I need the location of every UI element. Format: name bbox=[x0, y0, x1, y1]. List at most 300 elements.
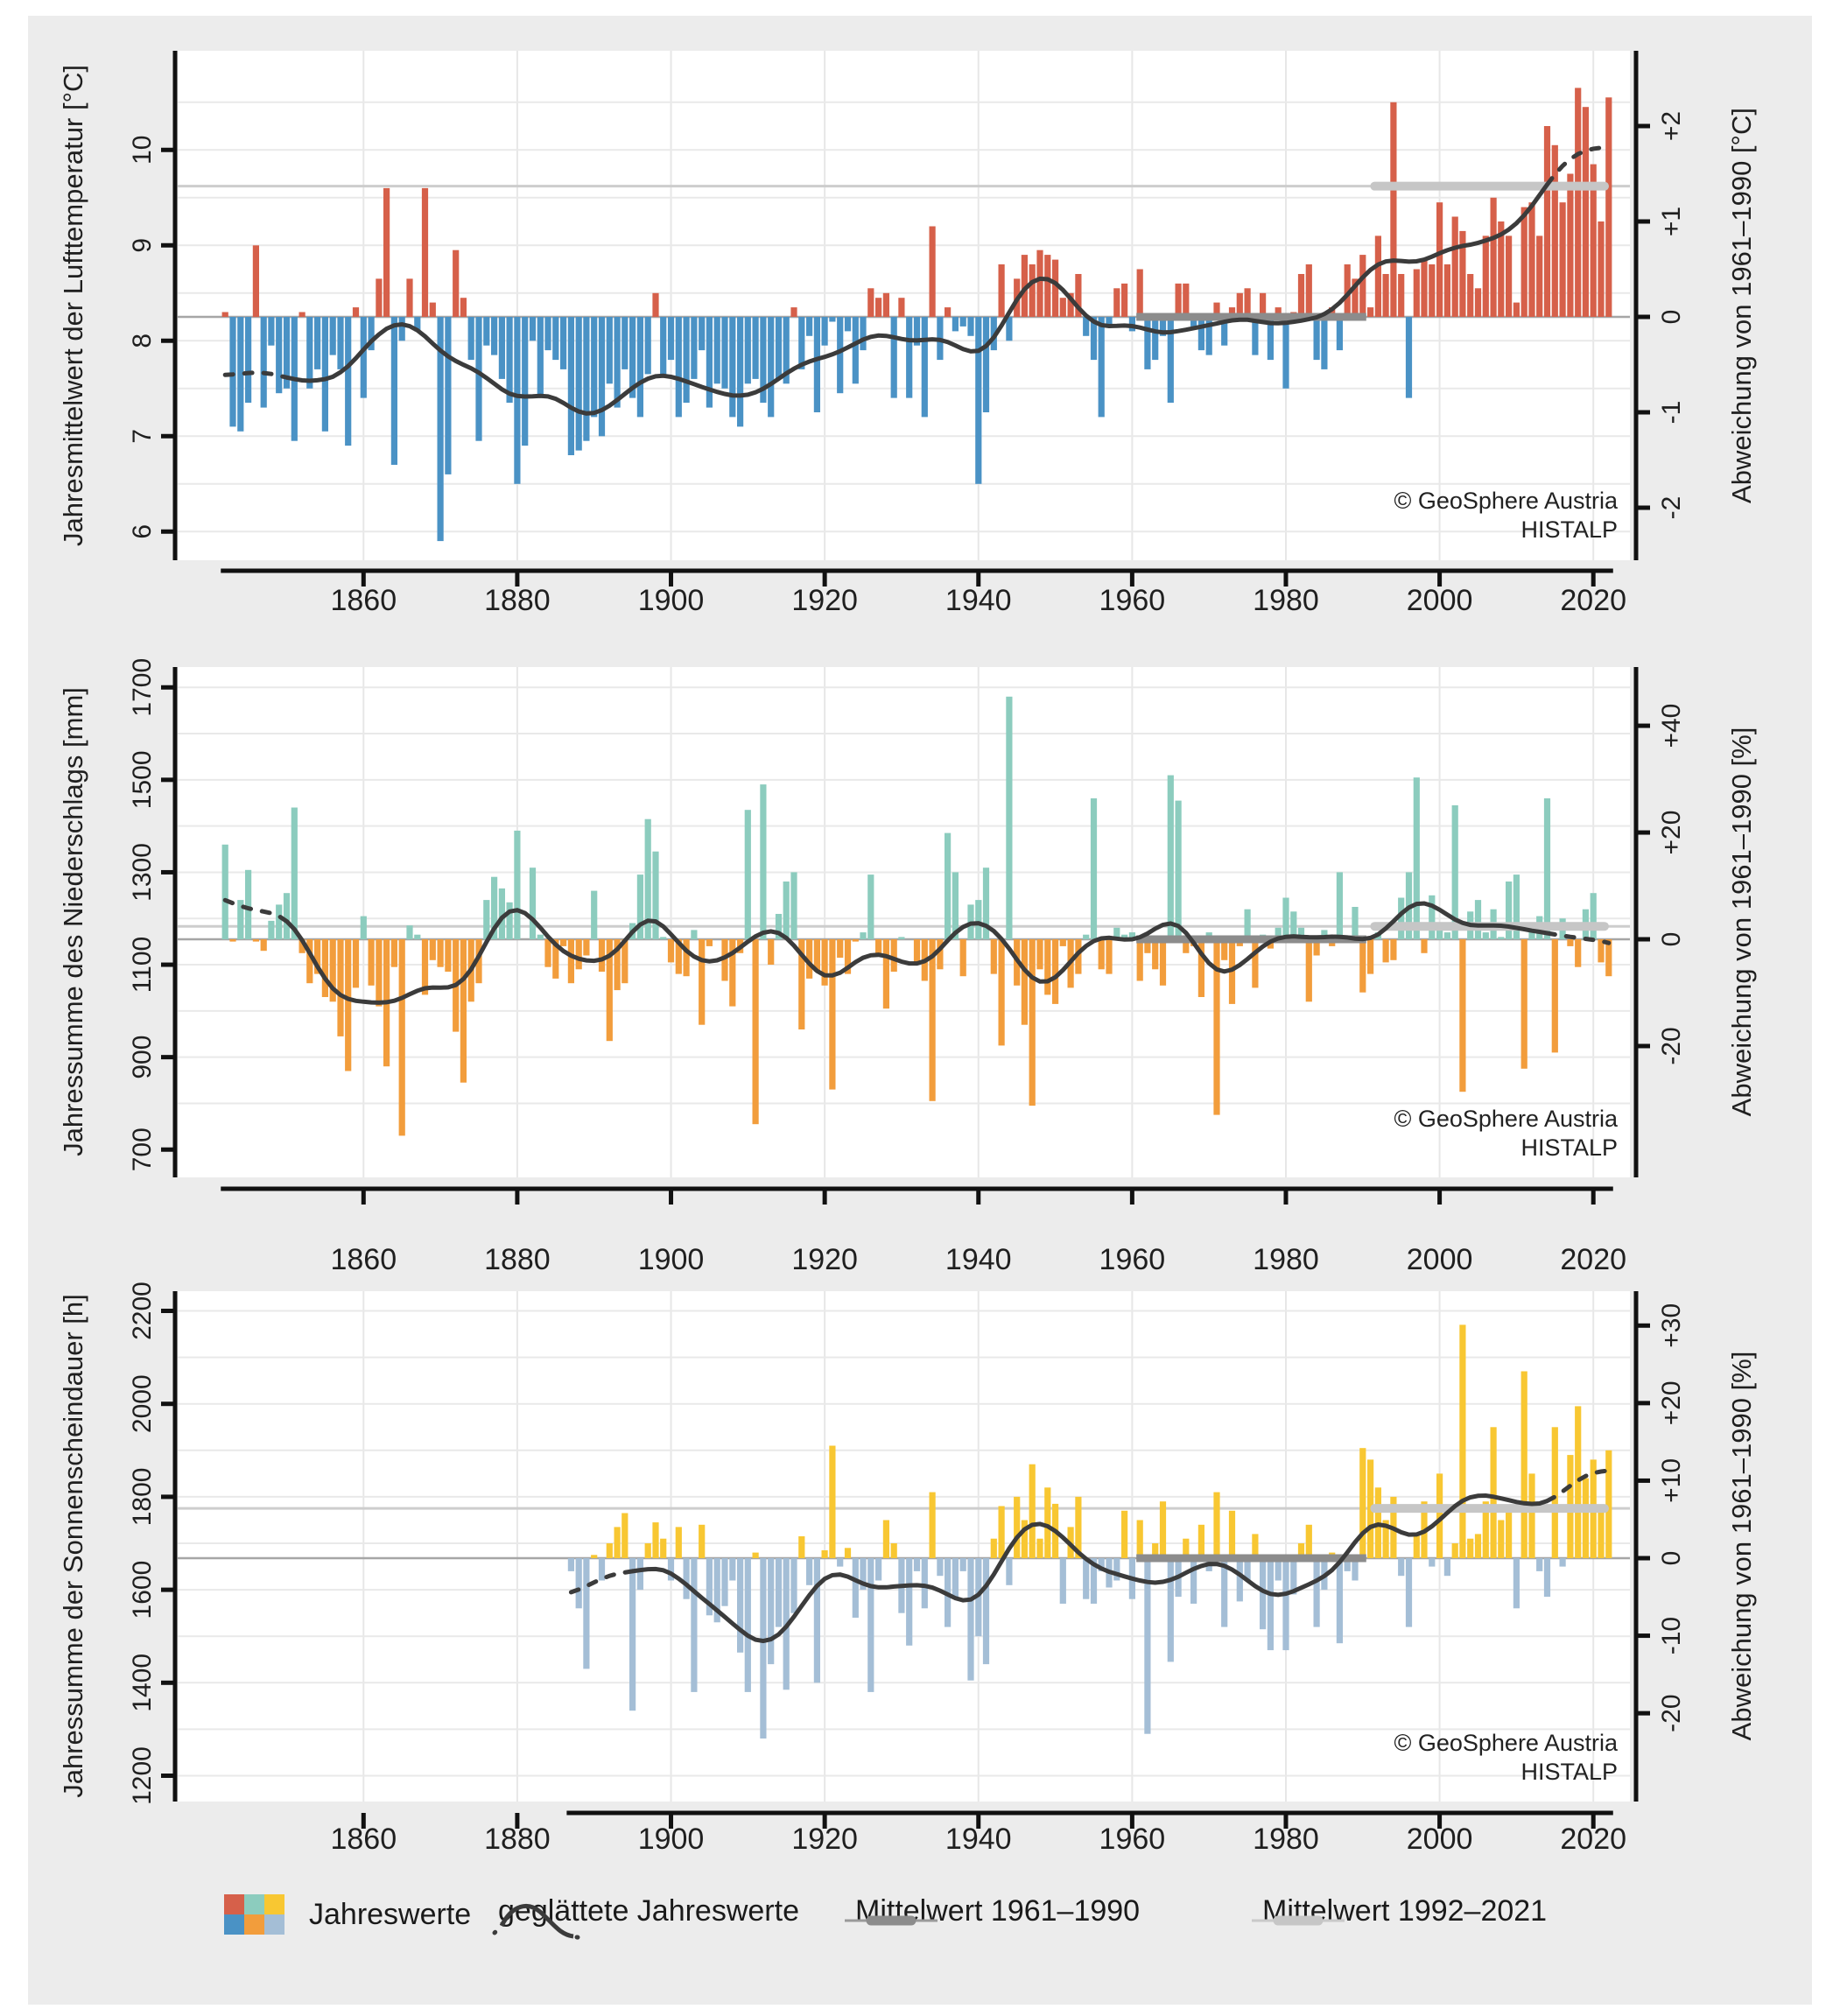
year-bar bbox=[860, 932, 866, 939]
sun-attribution bbox=[1394, 1729, 1618, 1787]
attribution-line: HISTALP bbox=[1520, 516, 1618, 543]
year-bar bbox=[999, 1507, 1005, 1559]
year-bar bbox=[1252, 939, 1258, 987]
year-bar bbox=[1598, 1511, 1604, 1558]
left-tick-label: 1200 bbox=[127, 1746, 157, 1805]
year-bar bbox=[507, 903, 513, 939]
left-tick-label: 2200 bbox=[127, 1282, 157, 1340]
year-bar bbox=[937, 1558, 943, 1576]
year-bar bbox=[1337, 1558, 1343, 1643]
x-tick-label: 1860 bbox=[330, 1243, 397, 1276]
year-bar bbox=[1144, 1558, 1150, 1734]
year-bar bbox=[991, 1539, 997, 1558]
year-bar bbox=[1029, 1465, 1036, 1558]
x-tick-label: 1980 bbox=[1253, 1243, 1319, 1276]
year-bar bbox=[891, 1543, 897, 1558]
left-tick-label: 2000 bbox=[127, 1374, 157, 1434]
year-bar bbox=[1544, 798, 1550, 939]
year-bar bbox=[222, 845, 228, 939]
year-bar bbox=[268, 317, 274, 346]
year-bar bbox=[1406, 317, 1412, 398]
year-bar bbox=[1198, 1525, 1204, 1558]
right-tick-label: -20 bbox=[1656, 1694, 1686, 1732]
year-bar bbox=[1583, 107, 1589, 317]
year-bar bbox=[1060, 298, 1066, 317]
year-bar bbox=[822, 317, 828, 346]
year-bar bbox=[284, 893, 290, 939]
year-bar bbox=[1268, 1558, 1274, 1650]
year-bar bbox=[706, 317, 713, 408]
year-bar bbox=[745, 1558, 751, 1692]
swatch-color bbox=[244, 1914, 264, 1935]
x-tick-label: 2000 bbox=[1406, 584, 1473, 617]
year-bar bbox=[276, 904, 282, 939]
year-bar bbox=[591, 317, 597, 417]
year-bar bbox=[1359, 1448, 1366, 1558]
year-bar bbox=[430, 303, 436, 317]
year-bar bbox=[276, 317, 282, 393]
year-bar bbox=[1429, 896, 1435, 939]
year-bar bbox=[952, 317, 959, 331]
year-bar bbox=[522, 317, 528, 446]
x-tick-label: 1940 bbox=[945, 584, 1012, 617]
year-bar bbox=[1137, 270, 1143, 318]
year-bar bbox=[1475, 288, 1481, 317]
year-bar bbox=[1429, 264, 1435, 317]
year-bar bbox=[676, 317, 682, 417]
attribution-line: © GeoSphere Austria bbox=[1394, 1730, 1618, 1756]
x-tick-label: 1960 bbox=[1099, 584, 1166, 617]
year-bar bbox=[530, 868, 536, 939]
year-bar bbox=[1022, 939, 1028, 1025]
year-bar bbox=[1321, 317, 1327, 369]
year-bar bbox=[268, 921, 274, 939]
right-tick-label: +20 bbox=[1656, 810, 1686, 855]
swatch-color bbox=[224, 1894, 244, 1914]
year-bar bbox=[814, 317, 820, 412]
x-tick-label: 1880 bbox=[484, 1823, 551, 1856]
swatch-color bbox=[224, 1914, 244, 1935]
year-bar bbox=[768, 939, 774, 965]
year-bar bbox=[576, 317, 582, 451]
year-bar bbox=[322, 317, 328, 432]
year-bar bbox=[1282, 1558, 1289, 1650]
year-bar bbox=[1483, 932, 1489, 939]
year-bar bbox=[1567, 174, 1573, 318]
niederschlag-panel bbox=[128, 658, 1686, 1276]
year-bar bbox=[660, 1539, 666, 1558]
year-bar bbox=[729, 317, 735, 417]
year-bar bbox=[599, 317, 605, 436]
right-tick-label: -2 bbox=[1656, 495, 1686, 520]
year-bar bbox=[999, 939, 1005, 1045]
year-bar bbox=[1083, 1558, 1089, 1599]
year-bar bbox=[361, 317, 367, 398]
year-bar bbox=[822, 1550, 828, 1558]
year-bar bbox=[1282, 898, 1289, 940]
year-bar bbox=[652, 852, 658, 939]
year-bar bbox=[337, 939, 343, 1036]
year-bar bbox=[1036, 1539, 1043, 1558]
x-tick-label: 2020 bbox=[1560, 1243, 1627, 1276]
year-bar bbox=[499, 317, 505, 379]
year-bar bbox=[1575, 939, 1581, 967]
right-tick-label: 0 bbox=[1656, 931, 1686, 947]
right-tick-label: -10 bbox=[1656, 1616, 1686, 1655]
year-bar bbox=[1367, 307, 1373, 317]
year-bar bbox=[1113, 1558, 1120, 1581]
year-bar bbox=[1006, 1558, 1012, 1585]
right-tick-label: -1 bbox=[1656, 400, 1686, 425]
x-tick-label: 1880 bbox=[484, 1243, 551, 1276]
year-bar bbox=[1383, 939, 1389, 962]
year-bar bbox=[1083, 935, 1089, 939]
year-bar bbox=[1528, 1473, 1535, 1558]
year-bar bbox=[629, 1558, 636, 1710]
year-bar bbox=[699, 317, 705, 350]
year-bar bbox=[222, 313, 228, 318]
year-bar bbox=[1137, 1521, 1143, 1559]
year-bar bbox=[568, 317, 574, 455]
year-bar bbox=[691, 1558, 697, 1692]
year-bar bbox=[883, 293, 889, 317]
year-bar bbox=[975, 900, 981, 939]
year-bar bbox=[960, 1558, 966, 1571]
year-bar bbox=[591, 1555, 597, 1558]
year-bar bbox=[345, 317, 351, 446]
year-bar bbox=[1483, 235, 1489, 317]
year-bar bbox=[1044, 939, 1050, 994]
year-bar bbox=[960, 317, 966, 327]
precip-right-axis-title: Abweichung von 1961–1990 [%] bbox=[1726, 727, 1757, 1117]
temp-left-axis-title: Jahresmittelwert der Lufttemperatur [°C] bbox=[58, 65, 88, 546]
plot-area bbox=[178, 1291, 1630, 1802]
year-bar bbox=[1552, 1427, 1558, 1558]
year-bar bbox=[1375, 235, 1381, 317]
attribution-line: HISTALP bbox=[1520, 1134, 1618, 1161]
year-bar bbox=[768, 317, 774, 417]
year-bar bbox=[552, 317, 558, 360]
year-bar bbox=[867, 875, 874, 939]
year-bar bbox=[860, 317, 866, 350]
x-tick-label: 2020 bbox=[1560, 584, 1627, 617]
year-bar bbox=[837, 1558, 843, 1567]
year-bar bbox=[906, 1558, 912, 1646]
year-bar bbox=[1513, 1558, 1520, 1608]
year-bar bbox=[583, 1558, 589, 1668]
year-bar bbox=[1475, 1534, 1481, 1558]
year-bar bbox=[560, 317, 566, 369]
year-bar bbox=[891, 939, 897, 972]
year-bar bbox=[1152, 317, 1158, 360]
year-bar bbox=[406, 925, 412, 939]
year-bar bbox=[660, 317, 666, 374]
year-bar bbox=[253, 939, 259, 942]
year-bar bbox=[1560, 202, 1566, 317]
year-bar bbox=[975, 317, 981, 484]
left-tick-label: 8 bbox=[127, 333, 157, 348]
year-bar bbox=[353, 939, 359, 987]
year-bar bbox=[438, 939, 444, 967]
year-bar bbox=[883, 1521, 889, 1559]
year-bar bbox=[714, 317, 720, 383]
year-bar bbox=[745, 317, 751, 383]
attribution-line: © GeoSphere Austria bbox=[1394, 1106, 1618, 1132]
year-bar bbox=[753, 939, 759, 1124]
year-bar bbox=[898, 298, 904, 317]
year-bar bbox=[652, 293, 658, 317]
left-tick-label: 1500 bbox=[127, 750, 157, 810]
year-bar bbox=[1536, 1558, 1542, 1571]
x-tick-label: 1900 bbox=[637, 584, 705, 617]
year-bar bbox=[1414, 777, 1420, 939]
year-bar bbox=[1598, 221, 1604, 317]
year-bar bbox=[898, 937, 904, 939]
year-bar bbox=[737, 1558, 743, 1653]
year-bar bbox=[829, 1446, 835, 1559]
year-bar bbox=[1506, 235, 1512, 317]
year-bar bbox=[991, 939, 997, 974]
year-bar bbox=[322, 939, 328, 997]
legend-mittelwert-92-21 bbox=[1250, 1894, 1547, 1928]
year-bar bbox=[668, 939, 674, 962]
year-bar bbox=[753, 317, 759, 379]
year-bar bbox=[1398, 1558, 1404, 1576]
year-bar bbox=[1591, 893, 1597, 939]
year-bar bbox=[430, 939, 436, 960]
year-bar bbox=[1575, 88, 1581, 317]
temp-attribution bbox=[1394, 487, 1618, 544]
year-bar bbox=[1552, 145, 1558, 317]
year-bar bbox=[1337, 872, 1343, 939]
x-tick-label: 1900 bbox=[637, 1243, 705, 1276]
year-bar bbox=[514, 831, 520, 939]
year-bar bbox=[1383, 274, 1389, 317]
year-bar bbox=[684, 1558, 690, 1599]
year-bar bbox=[406, 278, 412, 317]
year-bar bbox=[1229, 1511, 1235, 1558]
year-bar bbox=[1359, 255, 1366, 317]
year-bar bbox=[883, 939, 889, 1008]
year-bar bbox=[652, 1522, 658, 1558]
year-bar bbox=[291, 808, 298, 940]
x-tick-label: 1980 bbox=[1253, 1823, 1319, 1856]
swatch-color bbox=[244, 1894, 264, 1914]
year-bar bbox=[1605, 1451, 1612, 1558]
year-bar bbox=[399, 317, 405, 341]
year-bar bbox=[668, 317, 674, 360]
left-tick-label: 1400 bbox=[127, 1653, 157, 1712]
year-bar bbox=[1398, 274, 1404, 317]
year-bar bbox=[829, 317, 835, 322]
year-bar bbox=[768, 1558, 774, 1664]
year-bar bbox=[983, 1558, 989, 1664]
year-bar bbox=[867, 288, 874, 317]
year-bar bbox=[829, 939, 835, 1090]
year-bar bbox=[544, 317, 551, 350]
year-bar bbox=[1436, 202, 1443, 317]
x-tick-label: 2000 bbox=[1406, 1823, 1473, 1856]
right-tick-label: +20 bbox=[1656, 1380, 1686, 1426]
year-bar bbox=[906, 317, 912, 398]
left-tick-label: 7 bbox=[127, 428, 157, 444]
year-bar bbox=[952, 1558, 959, 1599]
left-tick-label: 900 bbox=[127, 1035, 157, 1079]
year-bar bbox=[453, 250, 459, 317]
year-bar bbox=[945, 307, 951, 317]
year-bar bbox=[1498, 1521, 1504, 1559]
year-bar bbox=[1528, 202, 1535, 317]
year-bar bbox=[568, 1558, 574, 1571]
year-bar bbox=[330, 317, 336, 355]
year-bar bbox=[967, 317, 973, 336]
year-bar bbox=[1314, 317, 1320, 360]
x-tick-label: 1980 bbox=[1253, 584, 1319, 617]
left-tick-label: 1300 bbox=[127, 843, 157, 902]
right-tick-label: 0 bbox=[1656, 1550, 1686, 1566]
year-bar bbox=[599, 939, 605, 972]
year-bar bbox=[745, 810, 751, 939]
year-bar bbox=[1406, 1558, 1412, 1627]
year-bar bbox=[1168, 1558, 1174, 1661]
year-bar bbox=[645, 317, 651, 374]
x-tick-label: 1940 bbox=[945, 1243, 1012, 1276]
year-bar bbox=[530, 317, 536, 341]
year-bar bbox=[822, 939, 828, 986]
swatch-color bbox=[264, 1894, 284, 1914]
year-bar bbox=[261, 939, 267, 951]
year-bar bbox=[1121, 1511, 1127, 1558]
year-bar bbox=[475, 317, 481, 441]
left-tick-label: 6 bbox=[127, 523, 157, 539]
year-bar bbox=[960, 939, 966, 976]
year-bar bbox=[699, 1525, 705, 1558]
year-bar bbox=[1160, 939, 1166, 986]
year-bar bbox=[1176, 801, 1182, 939]
legend-mittelwert-92-21-label: Mittelwert 1992–2021 bbox=[1262, 1894, 1548, 1928]
year-bar bbox=[691, 317, 697, 379]
year-bar bbox=[1113, 288, 1120, 317]
year-bar bbox=[576, 939, 582, 969]
year-bar bbox=[930, 939, 936, 1101]
year-bar bbox=[1544, 1558, 1550, 1597]
year-bar bbox=[607, 317, 613, 383]
year-bar bbox=[1452, 1543, 1458, 1558]
year-bar bbox=[1444, 932, 1450, 939]
precip-attribution bbox=[1394, 1105, 1618, 1163]
year-bar bbox=[1352, 907, 1358, 939]
year-bar bbox=[1091, 798, 1097, 939]
year-bar bbox=[684, 317, 690, 403]
year-bar bbox=[1575, 1406, 1581, 1558]
year-bar bbox=[1306, 939, 1312, 1001]
year-bar bbox=[607, 1543, 613, 1558]
year-bar bbox=[1491, 198, 1497, 317]
year-bar bbox=[568, 939, 574, 983]
legend-mittelwert-61-90-label: Mittelwert 1961–1990 bbox=[855, 1894, 1141, 1928]
year-bar bbox=[391, 939, 397, 967]
year-bar bbox=[1306, 1525, 1312, 1558]
year-bar bbox=[1198, 317, 1204, 350]
year-bar bbox=[837, 939, 843, 958]
year-bar bbox=[1605, 97, 1612, 317]
year-bar bbox=[1245, 910, 1251, 939]
year-bar bbox=[1106, 939, 1112, 974]
x-tick-label: 2000 bbox=[1406, 1243, 1473, 1276]
year-bar bbox=[760, 1558, 766, 1739]
year-bar bbox=[1367, 939, 1373, 974]
x-tick-label: 1960 bbox=[1099, 1243, 1166, 1276]
year-bar bbox=[806, 317, 812, 336]
year-bar bbox=[1475, 900, 1481, 939]
year-bar bbox=[1137, 939, 1143, 981]
year-bar bbox=[391, 317, 397, 465]
year-bar bbox=[1052, 260, 1058, 317]
year-bar bbox=[560, 939, 566, 946]
year-bar bbox=[1544, 126, 1550, 317]
x-tick-label: 1900 bbox=[637, 1823, 705, 1856]
year-bar bbox=[1282, 317, 1289, 389]
x-tick-label: 1960 bbox=[1099, 1823, 1166, 1856]
year-bar bbox=[729, 1558, 735, 1581]
year-bar bbox=[1168, 776, 1174, 939]
year-bar bbox=[676, 1527, 682, 1558]
year-bar bbox=[599, 1558, 605, 1581]
x-tick-label: 1860 bbox=[330, 1823, 397, 1856]
year-bar bbox=[414, 935, 420, 939]
year-bar bbox=[1036, 939, 1043, 969]
year-bar bbox=[1390, 102, 1396, 317]
temp-right-axis-title: Abweichung von 1961–1990 [°C] bbox=[1726, 108, 1757, 503]
year-bar bbox=[930, 227, 936, 318]
year-bar bbox=[1052, 939, 1058, 1004]
jahreswerte-color-swatch bbox=[224, 1894, 284, 1935]
year-bar bbox=[376, 278, 382, 317]
x-tick-label: 1920 bbox=[791, 1823, 858, 1856]
legend-geglaettete bbox=[486, 1894, 799, 1928]
year-bar bbox=[721, 317, 727, 389]
year-bar bbox=[684, 939, 690, 976]
year-bar bbox=[1152, 939, 1158, 969]
year-bar bbox=[1390, 939, 1396, 960]
right-tick-label: -20 bbox=[1656, 1027, 1686, 1065]
year-bar bbox=[383, 188, 390, 317]
year-bar bbox=[622, 317, 628, 369]
year-bar bbox=[345, 939, 351, 1071]
year-bar bbox=[967, 1558, 973, 1681]
year-bar bbox=[1029, 264, 1036, 317]
year-bar bbox=[1583, 1479, 1589, 1558]
year-bar bbox=[245, 870, 251, 939]
attribution-line: © GeoSphere Austria bbox=[1394, 488, 1618, 514]
year-bar bbox=[790, 1558, 797, 1613]
year-bar bbox=[399, 939, 405, 1135]
left-tick-label: 1800 bbox=[127, 1467, 157, 1527]
year-bar bbox=[1459, 939, 1465, 1092]
year-bar bbox=[229, 317, 235, 426]
right-tick-label: +30 bbox=[1656, 1303, 1686, 1348]
x-tick-label: 1920 bbox=[791, 584, 858, 617]
year-bar bbox=[867, 1558, 874, 1692]
x-tick-label: 1920 bbox=[791, 1243, 858, 1276]
year-bar bbox=[1160, 1501, 1166, 1558]
year-bar bbox=[507, 317, 513, 403]
year-bar bbox=[1029, 939, 1036, 1106]
left-tick-label: 1700 bbox=[127, 657, 157, 717]
year-bar bbox=[1014, 1497, 1020, 1558]
year-bar bbox=[637, 1558, 643, 1590]
year-bar bbox=[1306, 264, 1312, 317]
